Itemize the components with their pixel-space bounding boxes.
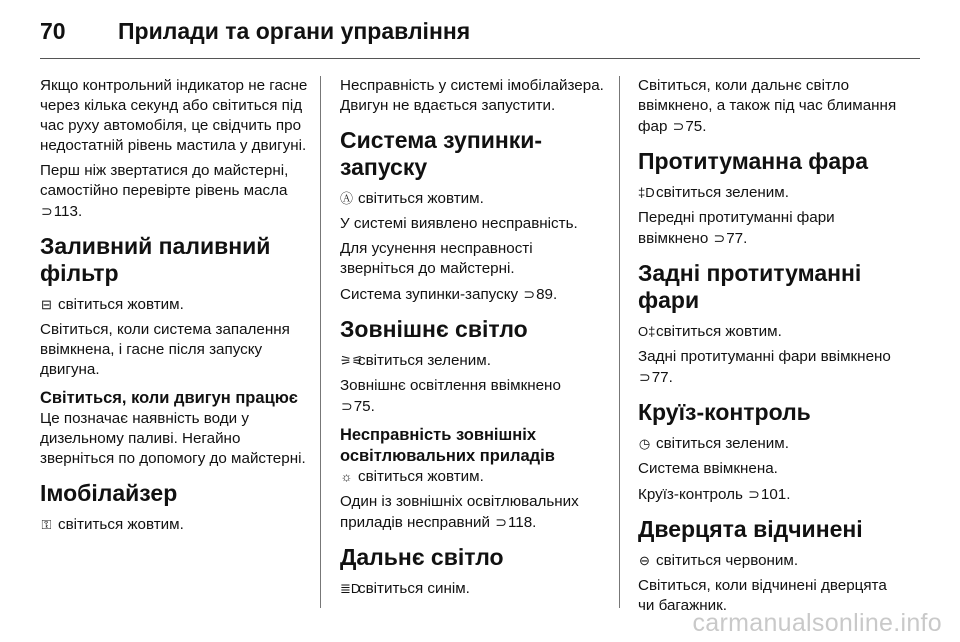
rear-fog-status: O‡світиться жовтим. [638, 323, 782, 340]
header-rule [40, 58, 920, 59]
immobilizer-paragraph: Несправність у системі імобілайзера. Двигун не вдається запустити. [340, 77, 604, 114]
cruise-control-indicator-icon: ◷ [638, 436, 651, 451]
page-ref-link[interactable]: 77. [726, 230, 748, 247]
page-ref-link[interactable]: 118. [507, 514, 537, 531]
light-fault-paragraph: Один із зовнішніх освітлювальних приладів несправний ⊃118. [340, 493, 579, 531]
cruise-control-paragraph-1: Система ввімкнена. [638, 460, 778, 477]
arrow-ref-icon: ⊃ [495, 514, 507, 530]
arrow-ref-icon: ⊃ [639, 369, 651, 385]
stop-start-paragraph-3: Система зупинки-запуску ⊃89. [340, 286, 558, 303]
arrow-ref-icon: ⊃ [713, 230, 726, 246]
page-ref-link[interactable]: 101. [760, 486, 791, 503]
door-open-paragraph: Світиться, коли відчинені дверцята чи багажник. [638, 577, 887, 614]
high-beam-status: ≣Dсвітиться синім. [340, 580, 470, 597]
front-fog-paragraph: Передні протитуманні фари ввімкнено ⊃77. [638, 209, 835, 247]
column-2 [340, 76, 608, 604]
page-title: Прилади та органи управління [118, 18, 471, 44]
page-ref-link[interactable]: 75. [685, 118, 707, 135]
light-fault-subheading: Несправність зовнішніх освітлювальних приладів [340, 426, 555, 465]
high-beam-paragraph: Світиться, коли дальнє світло ввімкнено, а також під час блимання фар ⊃75. [638, 77, 897, 135]
door-open-status: ⊖ світиться червоним. [639, 552, 799, 569]
column-3 [638, 76, 906, 621]
front-fog-heading: Протитуманна фара [638, 148, 869, 174]
cruise-control-status: ◷ світиться зеленим. [638, 435, 789, 452]
stop-start-paragraph-1: У системі виявлено несправність. [340, 215, 578, 232]
arrow-ref-icon: ⊃ [341, 398, 353, 414]
exterior-light-status: ⚞⚟світиться зеленим. [340, 352, 491, 369]
front-fog-indicator-icon: ‡D [638, 185, 655, 200]
page-ref-link[interactable]: 113. [53, 203, 83, 220]
arrow-ref-icon: ⊃ [523, 286, 536, 302]
stop-start-heading: Система зупинки-запуску [340, 127, 543, 180]
page-number: 70 [40, 18, 66, 44]
exterior-light-indicator-icon: ⚞⚟ [340, 353, 364, 368]
watermark: carmanualsonline.info [692, 609, 942, 637]
high-beam-heading: Дальнє світло [340, 544, 504, 570]
engine-running-paragraph: Це позначає наявність води у дизельному паливі. Негайно зверніться по допомогу до майстерні. [40, 410, 306, 467]
page-header [40, 14, 920, 54]
immobilizer-heading: Імобілайзер [40, 480, 178, 506]
oil-check-paragraph: Перш ніж звертатися до майстерні, самостійно перевірте рівень масла ⊃113. [40, 162, 289, 220]
fuel-filter-paragraph: Світиться, коли система запалення ввімкнена, і гасне після запуску двигуна. [40, 321, 290, 378]
oil-warning-paragraph: Якщо контрольний індикатор не гасне через кілька секунд або світиться під час руху автомобіля, це свідчить про недостатній рівень мастила у двигуні. [40, 77, 308, 154]
fuel-filter-indicator-icon: ⊟ [41, 297, 52, 312]
fuel-filter-heading: Заливний паливний фільтр [40, 233, 271, 286]
exterior-light-paragraph: Зовнішнє освітлення ввімкнено ⊃75. [340, 377, 561, 415]
rear-fog-indicator-icon: O‡ [638, 324, 656, 339]
arrow-ref-icon: ⊃ [748, 486, 760, 502]
front-fog-status: ‡Dсвітиться зеленим. [638, 184, 789, 201]
stop-start-status: Ⓐ світиться жовтим. [340, 190, 484, 207]
column-1 [40, 76, 308, 540]
door-open-heading: Дверцята відчинені [638, 516, 863, 542]
cruise-control-heading: Круїз-контроль [638, 399, 811, 425]
bulb-fault-indicator-icon: ☼ [340, 469, 353, 484]
immobilizer-status: ⚿ світиться жовтим. [41, 516, 184, 533]
stop-start-paragraph-2: Для усунення несправності зверніться до майстерні. [340, 240, 533, 277]
light-fault-status: ☼ світиться жовтим. [340, 468, 484, 485]
rear-fog-heading: Задні протитуманні фари [638, 260, 862, 313]
page-ref-link[interactable]: 75. [353, 398, 375, 415]
page-ref-link[interactable]: 89. [536, 286, 558, 303]
page-ref-link[interactable]: 77. [651, 369, 673, 386]
stop-start-indicator-icon: Ⓐ [340, 191, 354, 206]
cruise-control-paragraph-2: Круїз-контроль ⊃101. [638, 486, 791, 503]
column-divider [320, 76, 321, 608]
engine-running-subheading: Світиться, коли двигун працює [40, 389, 298, 407]
immobilizer-indicator-icon: ⚿ [41, 517, 52, 532]
high-beam-indicator-icon: ≣D [340, 581, 361, 596]
arrow-ref-icon: ⊃ [672, 118, 685, 134]
column-divider [619, 76, 620, 608]
arrow-ref-icon: ⊃ [41, 203, 53, 219]
rear-fog-paragraph: Задні протитуманні фари ввімкнено ⊃77. [638, 348, 891, 386]
fuel-filter-status: ⊟ світиться жовтим. [41, 296, 184, 313]
exterior-light-heading: Зовнішнє світло [340, 316, 528, 342]
door-open-indicator-icon: ⊖ [639, 553, 650, 568]
